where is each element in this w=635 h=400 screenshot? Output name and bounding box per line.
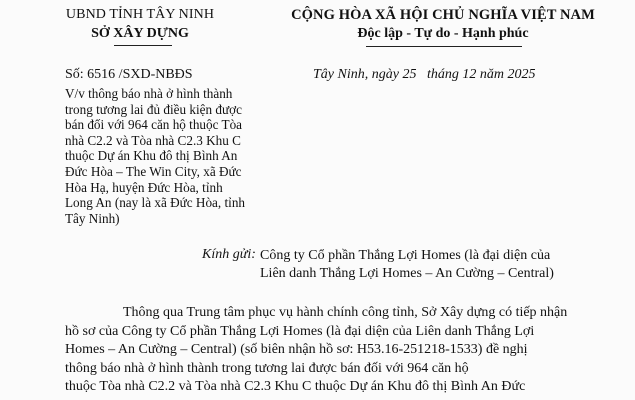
body-line: Thông qua Trung tâm phục vụ hành chính công tỉnh, Sở Xây dựng có tiếp nhận — [123, 305, 568, 320]
issuing-authority-parent: UBND TỈNH TÂY NINH — [65, 7, 215, 22]
place-label: Tây Ninh, ngày — [313, 67, 399, 82]
subject-line: V/v thông báo nhà ở hình thành — [65, 86, 233, 101]
subject-line: Đức Hòa – The Win City, xã Đức — [65, 163, 242, 179]
date-month: tháng 12 — [426, 67, 477, 82]
recipient-line: Liên danh Thắng Lợi Homes – An Cường – Central) — [260, 266, 554, 281]
issuing-authority: SỞ XÂY DỰNG — [91, 26, 189, 41]
body-line: thông báo nhà ở hình thành trong tương lai được bán đối với 964 căn hộ — [65, 360, 469, 376]
recipient-name — [260, 247, 554, 283]
authority-underline — [114, 45, 172, 46]
body-line: Homes – An Cường – Central) (số biên nhận hồ sơ: H53.16-251218-1533) đề nghị — [65, 342, 528, 358]
document-number: Số: 6516 /SXD-NBĐS — [65, 67, 193, 82]
body-paragraph — [65, 304, 625, 397]
subject-line: Hòa Hạ, huyện Đức Hòa, tỉnh — [65, 179, 223, 195]
recipient-label: Kính gửi: — [202, 247, 256, 262]
subject-line: nhà C2.2 và Tòa nhà C2.3 Khu C — [65, 132, 241, 148]
national-title: CỘNG HÒA XÃ HỘI CHỦ NGHĨA VIỆT NAM — [291, 7, 595, 23]
place-and-date — [313, 67, 535, 83]
document-subject — [65, 86, 283, 226]
recipient-line: Công ty Cổ phần Thắng Lợi Homes (là đại diện của — [260, 248, 551, 263]
date-day: 25 — [402, 67, 417, 82]
date-year: năm 2025 — [479, 67, 536, 82]
subject-line: trong tương lai đủ điều kiện được — [65, 101, 242, 117]
body-line: hồ sơ của Công ty Cổ phần Thắng Lợi Homes (là đại diện của Liên danh Thắng Lợi — [65, 323, 535, 339]
national-motto: Độc lập - Tự do - Hạnh phúc — [357, 26, 529, 41]
subject-line: thuộc Dự án Khu đô thị Bình An — [65, 148, 238, 164]
subject-line: bán đối với 964 căn hộ thuộc Tòa — [65, 117, 243, 133]
subject-line: Tây Ninh) — [65, 210, 120, 226]
body-line: thuộc Tòa nhà C2.2 và Tòa nhà C2.3 Khu C thuộc Dự án Khu đô thị Bình An Đức — [65, 379, 526, 395]
subject-line: Long An (nay là xã Đức Hòa, tỉnh — [65, 195, 246, 211]
motto-underline — [366, 46, 522, 47]
